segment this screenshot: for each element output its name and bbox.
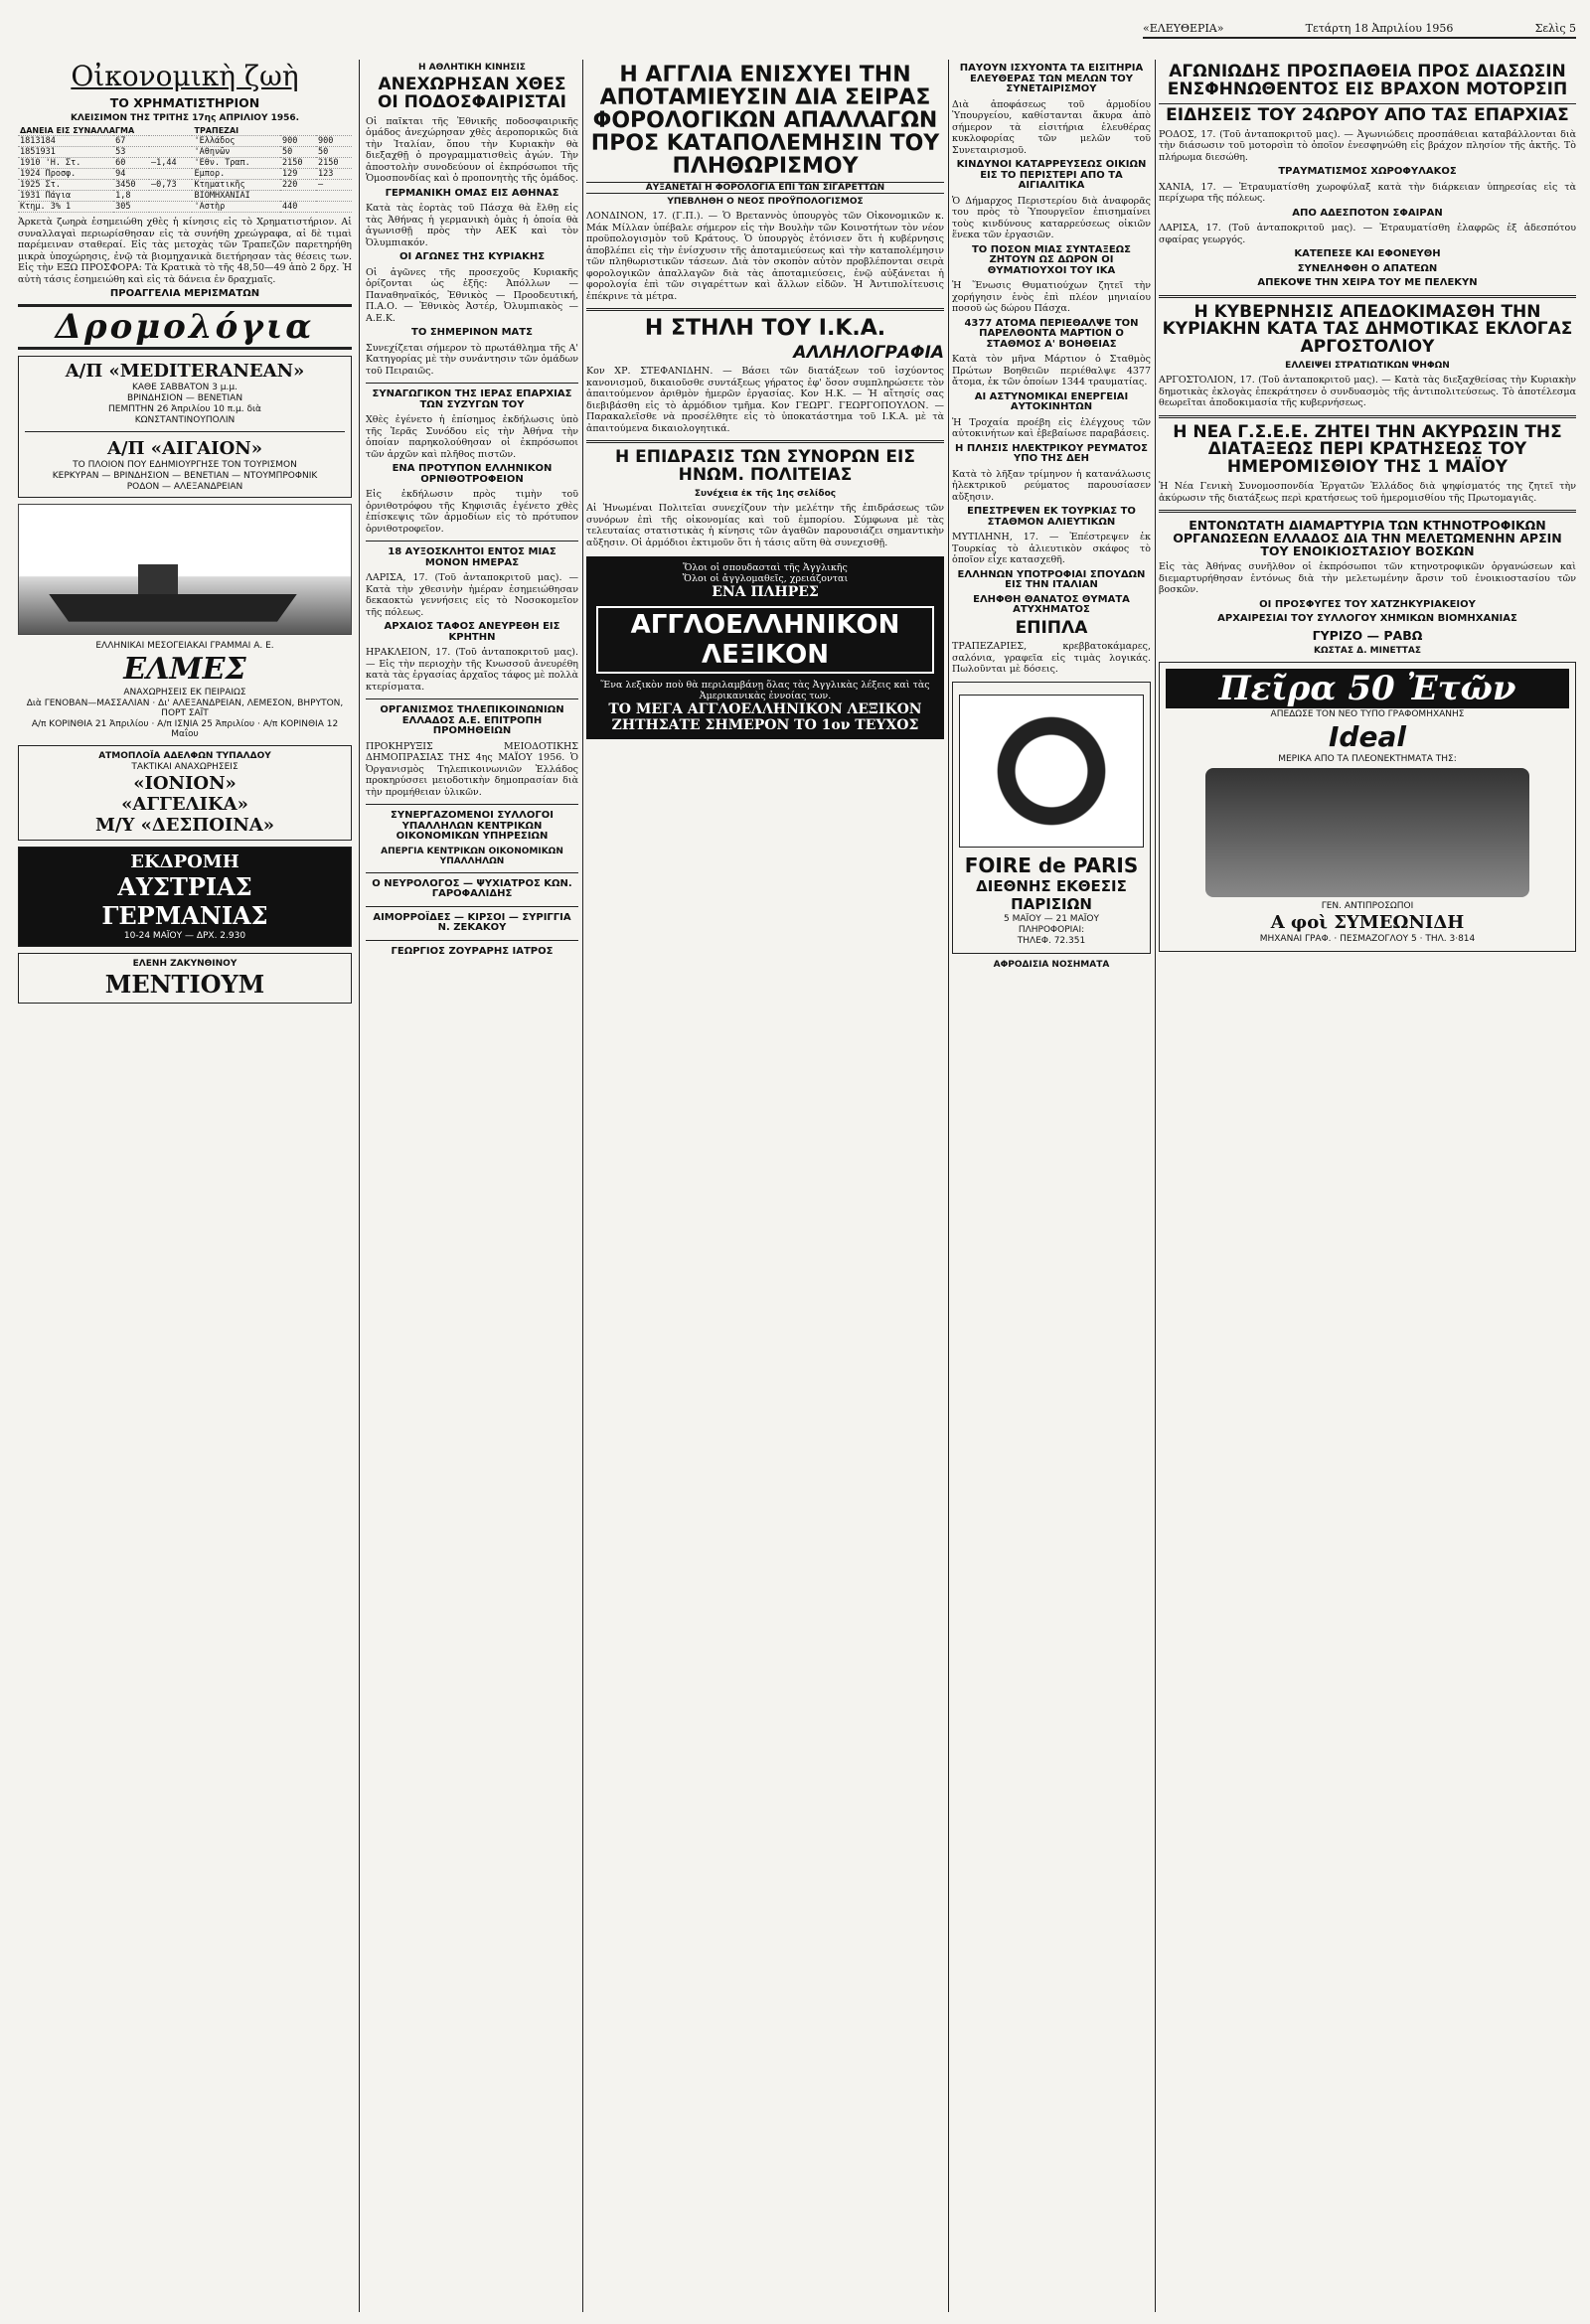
headline: Η ΣΤΗΛΗ ΤΟΥ Ι.Κ.Α. [644,316,886,342]
ad-title: «ΑΓΓΕΛΙΚΑ» [121,793,248,815]
ad-line: ΑΤΜΟΠΛΟΪΑ ΑΔΕΛΦΩΝ ΤΥΠΑΛΔΟΥ [98,750,271,761]
ad-line: Ὅλοι οἱ σπουδασταὶ τῆς Ἀγγλικῆς [683,562,848,574]
market-table-left-title: ΔΑΝΕΙΑ ΕΙΣ ΣΥΝΑΛΛΑΓΜΑ [18,126,192,136]
exchange-title: ΤΟ ΧΡΗΜΑΤΙΣΤΗΡΙΟΝ [109,95,260,110]
subheadline: ΚΩΣΤΑΣ Δ. ΜΙΝΕΤΤΑΣ [1313,646,1422,657]
table-cell: 'Ελλάδος [192,136,280,147]
headline: ΣΥΝΕΛΗΦΘΗ Ο ΑΠΑΤΕΩΝ [1297,262,1438,274]
article-body: ΤΡΑΠΕΖΑΡΙΕΣ, κρεββατοκάμαρες, σαλόνια, γραφεῖα εἰς τιμὰς λογικάς. Πωλοῦνται μὲ δόσεις. [952,641,1151,676]
ad-line: ΜΕΡΙΚΑ ΑΠΟ ΤΑ ΠΛΕΟΝΕΚΤΗΜΑΤΑ ΤΗΣ: [1278,754,1457,765]
headline: 4377 ΑΤΟΜΑ ΠΕΡΙΕΘΑΛΨΕ ΤΟΝ ΠΑΡΕΛΘΟΝΤΑ ΜΑΡΤΙΟΝ Ο ΣΤΑΘΜΟΣ Α' ΒΟΗΘΕΙΑΣ [964,317,1139,350]
subheadline: Συνέχεια ἐκ τῆς 1ης σελίδος [694,489,837,500]
ad-line: ΠΕΜΠΤΗΝ 26 Ἀπριλίου 10 π.μ. διὰ [108,403,261,414]
table-cell: 1813184 [18,136,113,147]
ad-line: Α/π ΚΟΡΙΝΘΙΑ 21 Ἀπριλίου · Α/π ΙΣΝΙΑ 25 Ἀπριλίου · Α/π ΚΟΡΙΝΘΙΑ 12 Μαΐου [31,718,339,739]
page-number: Σελὶς 5 [1534,22,1576,35]
ad-mentioum [18,953,352,1004]
ad-line: Διὰ ΓΕΝΟΒΑΝ—ΜΑΣΣΑΛΙΑΝ · Δι' ΑΛΕΞΑΝΔΡΕΙΑΝ, ΛΕΜΕΣΟΝ, ΒΗΡΥΤΟΝ, ΠΟΡΤ ΣΑΪΤ [26,697,344,718]
ad-line: ΡΟΔΟΝ — ΑΛΕΞΑΝΔΡΕΙΑΝ [126,481,243,492]
issue-date: Τετάρτη 18 Ἀπριλίου 1956 [1305,22,1454,35]
market-table-right-title: ΤΡΑΠΕΖΑΙ [192,126,352,136]
subheadline: ΕΛΛΕΙΨΕΙ ΣΤΡΑΤΙΩΤΙΚΩΝ ΨΗΦΩΝ [1285,361,1450,372]
table-cell: 'Αθηνῶν [192,147,280,158]
ad-line: ΤΑΚΤΙΚΑΙ ΑΝΑΧΩΡΗΣΕΙΣ [131,761,238,772]
ad-title: ΜΕΝΤΙΟΥΜ [104,969,265,999]
headline: ΑΠΕΚΟΨΕ ΤΗΝ ΧΕΙΡΑ ΤΟΥ ΜΕ ΠΕΛΕΚΥΝ [1257,277,1478,289]
ad-ideal-typewriter [1159,662,1576,952]
ad-line: ΕΛΕΝΗ ΖΑΚΥΝΘΙΝΟΥ [132,958,238,969]
article-body: ΛΟΝΔΙΝΟΝ, 17. (Γ.Π.). — Ὁ Βρεταννὸς ὑπουργὸς τῶν Οἰκονομικῶν κ. Μάκ Μίλλαν ὑπέβαλε σήμερον εἰς τὴν Βουλὴν τῶν Κοινοτήτων τὸν νέον προϋπολογισμὸν τοῦ Κράτους. Ὁ ὑπουργὸς ἐτόνισεν ὅτι ἡ κυβέρνησις ἀποβλέπει εἰς τὴν ἐνίσχυσιν τῆς ἀποταμιεύσεως καὶ τὴν καταπολέμησιν τῶν πληθωριστικῶν τάσεων. Διὰ τὸν σκοπὸν αὐτὸν προβλέπονται σειρὰ φορολογικῶν ἀπαλλαγῶν διὰ τὰς ἀποταμιεύσεις, ἐνῷ αὐξάνεται ἡ φορολογία ἐπὶ τῶν σιγαρέττων καὶ ἄλλων εἰδῶν. Ἡ Ἀντιπολίτευσις ἐπέκρινε τὰ μέτρα. [586,211,944,302]
table-cell: 53 [113,147,149,158]
headline: ΑΓΩΝΙΩΔΗΣ ΠΡΟΣΠΑΘΕΙΑ ΠΡΟΣ ΔΙΑΣΩΣΙΝ ΕΝΣΦΗΝΩΘΕΝΤΟΣ ΕΙΣ ΒΡΑΧΟΝ ΜΟΤΟΡΣΙΠ [1167,62,1568,99]
subheadline: ΥΠΕΒΛΗΘΗ Ο ΝΕΟΣ ΠΡΟΫΠΟΛΟΓΙΣΜΟΣ [667,197,864,208]
table-cell [149,147,192,158]
ad-line: ΕΛΛΗΝΙΚΑΙ ΜΕΣΟΓΕΙΑΚΑΙ ΓΡΑΜΜΑΙ Α. Ε. [95,640,274,651]
table-cell [149,202,192,213]
ad-line: ΒΡΙΝΔΗΣΙΟΝ — ΒΕΝΕΤΙΑΝ [126,392,243,403]
subheadline: ΑΥΞΑΝΕΤΑΙ Η ΦΟΡΟΛΟΓΙΑ ΕΠΙ ΤΩΝ ΣΙΓΑΡΕΤΤΩΝ [586,182,944,194]
article-body: ΛΑΡΙΣΑ, 17. (Τοῦ ἀνταποκριτοῦ μας). — Κατὰ τὴν χθεσινὴν ἡμέραν ἐσημειώθησαν δεκαοκτὼ γεννήσεις εἰς τὸ Νοσοκομεῖον τῆς πόλεως. [366,572,578,618]
table-cell: — [316,180,352,191]
ad-line: ΠΛΗΡΟΦΟΡΙΑΙ: [1018,924,1085,935]
ad-line: ΚΑΘΕ ΣΑΒΒΑΤΟΝ 3 μ.μ. [132,382,238,392]
table-cell: 1925 Στ. [18,180,113,191]
headline: ΕΝΤΟΝΩΤΑΤΗ ΔΙΑΜΑΡΤΥΡΙΑ ΤΩΝ ΚΤΗΝΟΤΡΟΦΙΚΩΝ ΟΡΓΑΝΩΣΕΩΝ ΕΛΛΑΔΟΣ ΔΙΑ ΤΗΝ ΜΕΛΕΤΩΜΕΝΗΝ ΑΡΣΙΝ ΤΟΥ ΕΝΟΙΚΙΟΣΤΑΣΙΟΥ ΒΟΣΚΩΝ [1173,518,1562,559]
column-rule [359,60,360,2312]
headline: ΕΠΕΣΤΡΕΨΕΝ ΕΚ ΤΟΥΡΚΙΑΣ ΤΟ ΣΤΑΘΜΟΝ ΑΛΙΕΥΤΙΚΩΝ [967,506,1136,528]
column-local-news [952,60,1151,2312]
headline: ΟΙ ΠΡΟΣΦΥΓΕΣ ΤΟΥ ΧΑΤΖΗΚΥΡΙΑΚΕΙΟΥ [1259,598,1476,610]
article-body: ΑΡΓΟΣΤΟΛΙΟΝ, 17. (Τοῦ ἀνταποκριτοῦ μας). — Κατὰ τὰς διεξαχθείσας τὴν Κυριακὴν δημοτικὰς ἐκλογὰς ἐπεκράτησεν ὁ συνδυασμὸς τῆς ἀντιπολιτεύσεως. Τὸ ἀποτέλεσμα θεωρεῖται ἀποδοκιμασία τῆς κυβερνήσεως. [1159,375,1576,409]
article-body: Κατὰ τὸ λῆξαν τρίμηνον ἡ κατανάλωσις ἠλεκτρικοῦ ρεύματος παρουσίασεν αὔξησιν. [952,468,1151,503]
article-body: Κατὰ τὰς ἑορτὰς τοῦ Πάσχα θὰ ἔλθῃ εἰς τὰς Ἀθήνας ἡ γερμανικὴ ὁμὰς ἡ ὁποία θὰ ἀγωνισθῇ πρὸς τὴν ΑΕΚ καὶ τὸν Ὀλυμπιακόν. [366,203,578,248]
ad-line: ΑΠΕΔΩΣΕ ΤΟΝ ΝΕΟ ΤΥΠΟ ΓΡΑΦΟΜΗΧΑΝΗΣ [1270,709,1465,720]
headline: Η ΠΛΗΣΙΣ ΗΛΕΚΤΡΙΚΟΥ ΡΕΥΜΑΤΟΣ ΥΠΟ ΤΗΣ ΔΕΗ [955,442,1148,464]
typewriter-illustration [1205,768,1529,897]
table-row [18,158,352,169]
table-cell [149,169,192,180]
article-body: Κατὰ τὸν μῆνα Μάρτιον ὁ Σταθμὸς Πρώτων Βοηθειῶν περιέθαλψε 4377 ἄτομα, ἐκ τῶν ὁποίων 1344 τραυματίας. [952,354,1151,387]
headline: ΑΝΕΧΩΡΗΣΑΝ ΧΘΕΣ ΟΙ ΠΟΔΟΣΦΑΙΡΙΣΤΑΙ [377,75,566,112]
table-row [18,191,352,202]
article-body: ΠΡΟΚΗΡΥΞΙΣ ΜΕΙΟΔΟΤΙΚΗΣ ΔΗΜΟΠΡΑΣΙΑΣ ΤΗΣ 4ης ΜΑΪΟΥ 1956. Ὁ Ὀργανισμὸς Τηλεπικοινωνιῶν Ἑλλάδος προκηρύσσει μειοδοτικὴν δημοπρασίαν διὰ τὴν προμήθειαν ὑλικῶν. [366,740,578,798]
article-body: Εἰς τὰς Ἀθήνας συνῆλθον οἱ ἐκπρόσωποι τῶν κτηνοτροφικῶν ὀργανώσεων καὶ διεμαρτυρήθησαν ἐντόνως διὰ τὴν μελετωμένην ἄρσιν τοῦ ἐνοικιοστασίου τῶν βοσκῶν. [1159,561,1576,596]
paper-name: «ΕΛΕΥΘΕΡΙΑ» [1143,22,1224,35]
headline: ΓΥΡΙΖΟ — ΡΑΒΩ [1312,627,1423,643]
column-provinces [1159,60,1576,2312]
headline: ΓΕΩΡΓΙΟΣ ΖΟΥΡΑΡΗΣ ΙΑΤΡΟΣ [391,945,554,957]
table-cell: 3450 [113,180,149,191]
article-body: ΗΡΑΚΛΕΙΟΝ, 17. (Τοῦ ἀνταποκριτοῦ μας). — Εἰς τὴν περιοχὴν τῆς Κνωσσοῦ ἀνευρέθη κατὰ τὰς ἐργασίας ἀρχαῖος τάφος μὲ πολλὰ κτερίσματα. [366,647,578,693]
headline: ΑΛΛΗΛΟΓΡΑΦΙΑ [793,342,944,363]
article-body: Ἡ Νέα Γενικὴ Συνομοσπονδία Ἐργατῶν Ἑλλάδος διὰ ψηφίσματός της ζητεῖ τὴν ἀκύρωσιν τῆς διατάξεως περὶ κρατήσεως τοῦ ἡμερομισθίου τῆς Πρωτομαγιᾶς. [1159,481,1576,504]
article-body: ΧΑΝΙΑ, 17. — Ἐτραυματίσθη χωροφύλαξ κατὰ τὴν διάρκειαν ὑπηρεσίας εἰς τὰ περίχωρα τῆς πόλεως. [1159,181,1576,205]
table-row [18,136,352,147]
ad-foire-de-paris [952,682,1151,954]
market-commentary: Ἀρκετὰ ζωηρὰ ἐσημειώθη χθὲς ἡ κίνησις εἰς τὸ Χρηματιστήριον. Αἱ συναλλαγαὶ περιωρίσθησαν εἰς τὰ συνήθη χρεώγραφα, αἱ δὲ τιμαὶ παρέμειναν σταθεραί. Εἰς τὰς μετοχὰς τῶν Τραπεζῶν παρετηρήθη μικρὰ ὑποχώρησις, ἐνῷ τὰ βιομηχανικὰ διετήρησαν τὰς θέσεις των. Εἰς τὴν ΕΞΩ ΠΡΟΣΦΟΡΑ: Τὰ Κρατικὰ τὸ τῆς 48,50—49 ἀπὸ 2 δρχ. Ἡ αὐτὴ τάσις ἐσημειώθη καὶ εἰς τὰ δάνεια ἐν δραχμαῖς. [18,217,352,285]
headline: ΠΑΥΟΥΝ ΙΣΧΥΟΝΤΑ ΤΑ ΕΙΣΙΤΗΡΙΑ ΕΛΕΥΘΕΡΑΣ ΤΩΝ ΜΕΛΩΝ ΤΟΥ ΣΥΝΕΤΑΙΡΙΣΜΟΥ [959,63,1144,94]
article-body: Ἡ Τροχαία προέβη εἰς ἐλέγχους τῶν αὐτοκινήτων καὶ ἐβεβαίωσε παραβάσεις. [952,416,1151,439]
ad-excursion [18,847,352,947]
section-label: Η ΑΘΛΗΤΙΚΗ ΚΙΝΗΣΙΣ [418,63,526,73]
ad-title: ΑΥΣΤΡΙΑΣ [117,871,252,901]
table-cell: 440 [280,202,316,213]
market-table [18,126,352,213]
ad-line: ΜΗΧΑΝΑΙ ΓΡΑΦ. · ΠΕΣΜΑΖΟΓΛΟΥ 5 · ΤΗΛ. 3·814 [1259,934,1476,945]
article-body: Οἱ παῖκται τῆς Ἐθνικῆς ποδοσφαιρικῆς ὁμάδος ἀνεχώρησαν χθὲς ἀεροπορικῶς διὰ τὴν Ἰταλίαν, ὅπου τὴν Κυριακὴν θὰ διεξαχθῇ ὁ προγραμματισθεὶς ἀγών. Τὴν ἀποστολὴν συνοδεύουν οἱ ἐκπρόσωποι τῆς Ὁμοσπονδίας καὶ ὁ προπονητὴς τῆς ὁμάδος. [366,115,578,185]
ad-title: Α/Π «MEDITERANEAN» [65,360,305,382]
table-cell [149,136,192,147]
article-body: Ὁ Δήμαρχος Περιστερίου διὰ ἀναφορᾶς του πρὸς τὸ Ὑπουργεῖον ἐπισημαίνει τοὺς κινδύνους καταρρεύσεως οἰκιῶν ἕνεκα τῶν ἐργασιῶν. [952,195,1151,240]
ad-title: Πεῖρα 50 Ἐτῶν [1166,669,1569,708]
article-body: Κον ΧΡ. ΣΤΕΦΑΝΙΔΗΝ. — Βάσει τῶν διατάξεων τοῦ ἰσχύοντος κανονισμοῦ, δικαιοῦσθε συντάξεως γήρατος ἐφ' ὅσον συμπληρώσετε τὸν ἀπαιτούμενον ἀριθμὸν ἡμερῶν ἐργασίας. Κον Η.Κ. — Ἡ αἴτησίς σας διεβιβάσθη εἰς τὸ ἁρμόδιον τμῆμα. Κον ΓΕΩΡΓ. ΓΕΩΡΓΟΠΟΥΛΟΝ. — Παρακαλεῖσθε νὰ προσέλθητε εἰς τὸ ὑποκατάστημα τοῦ Ι.Κ.Α. μὲ τὰ ἀπαιτούμενα δικαιολογητικά. [586,366,944,434]
ad-line: ΚΕΡΚΥΡΑΝ — ΒΡΙΝΔΗΣΙΟΝ — ΒΕΝΕΤΙΑΝ — ΝΤΟΥΜΠΡΟΦΝΙΚ [52,470,318,481]
table-cell: 123 [316,169,352,180]
headline: ΕΠΙΠΛΑ [1015,617,1088,638]
ad-title: «ΙΟΝΙΟΝ» [133,772,237,794]
article-body: ΛΑΡΙΣΑ, 17. (Τοῦ ἀνταποκριτοῦ μας). — Ἐτραυματίσθη ἐλαφρῶς ἐξ ἀδεσπότου σφαίρας γεωργός. [1159,223,1576,245]
article-body: ΜΥΤΙΛΗΝΗ, 17. — Ἐπέστρεψεν ἐκ Τουρκίας τὸ ἀλιευτικὸν σκάφος τὸ ὁποῖον εἶχε κατασχεθῆ. [952,532,1151,565]
article-body: Συνεχίζεται σήμερον τὸ πρωτάθλημα τῆς Α' Κατηγορίας μὲ τὴν συνάντησιν τῶν ὁμάδων τοῦ Πειραιῶς. [366,342,578,377]
headline: ΓΕΡΜΑΝΙΚΗ ΟΜΑΣ ΕΙΣ ΑΘΗΝΑΣ [385,187,559,199]
headline: 18 ΑΥΞΟΣΚΛΗΤΟΙ ΕΝΤΟΣ ΜΙΑΣ ΜΟΝΟΝ ΗΜΕΡΑΣ [388,546,556,568]
ad-line: ΤΟ ΜΕΓΑ ΑΓΓΛΟΕΛΛΗΝΙΚΟΝ ΛΕΞΙΚΟΝ [608,701,922,718]
headline: ΕΝΑ ΠΡΟΤΥΠΟΝ ΕΛΛΗΝΙΚΟΝ ΟΡΝΙΘΟΤΡΟΦΕΙΟΝ [392,463,553,485]
headline: ΣΥΝΕΡΓΑΖΟΜΕΝΟΙ ΣΥΛΛΟΓΟΙ ΥΠΑΛΛΗΛΩΝ ΚΕΝΤΡΙΚΩΝ ΟΙΚΟΝΟΜΙΚΩΝ ΥΠΗΡΕΣΙΩΝ [391,810,554,843]
ad-title: ΓΕΡΜΑΝΙΑΣ [101,900,268,930]
ad-line: ΕΝΑ ΠΛΗΡΕΣ [712,584,819,601]
article-body: ΡΟΔΟΣ, 17. (Τοῦ ἀνταποκριτοῦ μας). — Ἀγωνιώδεις προσπάθειαι καταβάλλονται διὰ τὴν διάσωσιν τοῦ μοτορσὶπ τὸ ὁποῖον ἐνεσφηνώθη εἰς βράχον πλησίον τῆς ἀκτῆς. Τὸ πλήρωμα διεσώθη. [1159,128,1576,163]
headline: ΚΙΝΔΥΝΟΙ ΚΑΤΑΡΡΕΥΣΕΩΣ ΟΙΚΙΩΝ ΕΙΣ ΤΟ ΠΕΡΙΣΤΕΡΙ ΑΠΟ ΤΑ ΑΙΓΙΑΛΙΤΙΚΑ [956,159,1147,191]
page-masthead [1143,22,1576,39]
table-cell: ΒΙΟΜΗΧΑΝΙΑΙ [192,191,280,202]
headline: ΤΟ ΣΗΜΕΡΙΝΟΝ ΜΑΤΣ [411,327,533,339]
table-cell: 900 [280,136,316,147]
table-cell: 50 [316,147,352,158]
ad-title: Α φοὶ ΣΥΜΕΩΝΙΔΗ [1270,912,1465,934]
ad-line: ΚΩΝΣΤΑΝΤΙΝΟΥΠΟΛΙΝ [134,414,236,425]
headline: ΣΥΝΑΓΩΓΙΚΟΝ ΤΗΣ ΙΕΡΑΣ ΕΠΑΡΧΙΑΣ ΤΩΝ ΣΥΖΥΓΩΝ ΤΟΥ [372,388,572,410]
table-cell: 2150 [316,158,352,169]
ideal-brand: Ideal [1329,720,1406,754]
table-cell: 220 [280,180,316,191]
ad-title: ΔΙΕΘΝΗΣ ΕΚΘΕΣΙΣ ΠΑΡΙΣΙΩΝ [976,876,1127,913]
table-cell: 50 [280,147,316,158]
ad-title: Μ/Υ «ΔΕΣΠΟΙΝΑ» [94,814,275,836]
ad-line: Ἕνα λεξικὸν ποὺ θὰ περιλαμβάνῃ ὅλας τὰς Ἀγγλικὰς λέξεις καὶ τὰς Ἀμερικανικὰς ἐννοίας των. [600,680,930,702]
table-cell: 129 [280,169,316,180]
table-cell: 94 [113,169,149,180]
ad-line: 10-24 ΜΑΪΟΥ — ΔΡΧ. 2.930 [123,930,246,941]
column-sports-news [366,60,578,2312]
table-cell: Εμπορ. [192,169,280,180]
table-row [18,180,352,191]
table-cell: 305 [113,202,149,213]
headline: ΚΑΤΕΠΕΣΕ ΚΑΙ ΕΦΟΝΕΥΘΗ [1294,248,1441,260]
table-row [18,147,352,158]
table-row [18,202,352,213]
article-body: Χθὲς ἐγένετο ἡ ἐπίσημος ἐκδήλωσις ὑπὸ τῆς Ἱερᾶς Συνόδου εἰς τὴν Ἀθήνα τὴν ὁποίαν παρηκολούθησαν οἱ ἐκπρόσωποι τῶν ἀρχῶν καὶ πλῆθος πιστῶν. [366,414,578,460]
headline: ΕΛΛΗΝΩΝ ΥΠΟΤΡΟΦΙΑΙ ΣΠΟΥΔΩΝ ΕΙΣ ΤΗΝ ΙΤΑΛΙΑΝ [957,568,1146,590]
ad-line: ΤΟ ΠΛΟΙΟΝ ΠΟΥ ΕΔΗΜΙΟΥΡΓΗΣΕ ΤΟΝ ΤΟΥΡΙΣΜΟΝ [73,459,297,470]
ad-typaldos [18,745,352,841]
table-cell: 1851931 [18,147,113,158]
dividend-title: ΠΡΟΑΓΓΕΛΙΑ ΜΕΡΙΣΜΑΤΩΝ [109,288,260,300]
subheadline: ΑΠΕΡΓΙΑ ΚΕΝΤΡΙΚΩΝ ΟΙΚΟΝΟΜΙΚΩΝ ΥΠΑΛΛΗΛΩΝ [381,846,563,866]
table-cell: 1910 'Η. Στ. [18,158,113,169]
table-cell [316,191,352,202]
table-row [18,169,352,180]
ad-line: Ὅλοι οἱ ἀγγλομαθεῖς, χρειάζονται [682,573,849,585]
table-cell: 1931 Πάγια [18,191,113,202]
column-economy [18,60,352,2312]
ad-line: ΑΝΑΧΩΡΗΣΕΙΣ ΕΚ ΠΕΙΡΑΙΩΣ [123,687,246,697]
column-rule [582,60,583,2312]
section-title: Οἰκονομικὴ ζωὴ [71,60,299,92]
table-cell: 67 [113,136,149,147]
ad-title: ΑΓΓΛΟΕΛΛΗΝΙΚΟΝ ΛΕΞΙΚΟΝ [596,606,934,674]
headline: ΑΙ ΑΣΤΥΝΟΜΙΚΑΙ ΕΝΕΡΓΕΙΑΙ ΑΥΤΟΚΙΝΗΤΩΝ [974,390,1129,412]
headline: ΟΙ ΑΓΩΝΕΣ ΤΗΣ ΚΥΡΙΑΚΗΣ [398,251,546,263]
headline: Η ΕΠΙΔΡΑΣΙΣ ΤΩΝ ΣΥΝΟΡΩΝ ΕΙΣ ΗΝΩΜ. ΠΟΛΙΤΕΙΑΣ [615,447,915,486]
article-body: Εἰς ἐκδήλωσιν πρὸς τιμὴν τοῦ ὀρνιθοτρόφου τῆς Κηφισιᾶς ἐγένετο χθὲς ἐπίσκεψις τῶν ἁρμοδίων εἰς τὸ πρότυπον ὀρνιθοτροφεῖον. [366,489,578,535]
ad-line: 5 ΜΑΪΟΥ — 21 ΜΑΪΟΥ [1004,913,1099,924]
article-body: Διὰ ἀποφάσεως τοῦ ἁρμοδίου Ὑπουργείου, καθίστανται ἄκυρα ἀπὸ σήμερον τὰ εἰσιτήρια ἐλευθέρας κυκλοφορίας τῶν μελῶν τοῦ Συνεταιρισμοῦ. [952,98,1151,156]
headline: ΕΙΔΗΣΕΙΣ ΤΟΥ 24ΩΡΟΥ ΑΠΟ ΤΑΣ ΕΠΑΡΧΙΑΣ [1159,103,1576,125]
ad-dictionary [586,556,944,739]
table-cell: Κτημ. 3% 1 [18,202,113,213]
ad-mediteranean [18,356,352,498]
ship-logo-illustration [959,695,1144,848]
table-cell: 1,8 [113,191,149,202]
table-cell [280,191,316,202]
table-cell: 1924 Προσφ. [18,169,113,180]
column-rule [1155,60,1156,2312]
table-cell: —0,73 [149,180,192,191]
headline: Η ΑΓΓΛΙΑ ΕΝΙΣΧΥΕΙ ΤΗΝ ΑΠΟΤΑΜΙΕΥΣΙΝ ΔΙΑ ΣΕΙΡΑΣ ΦΟΡΟΛΟΓΙΚΩΝ ΑΠΑΛΛΑΓΩΝ ΠΡΟΣ ΚΑΤΑΠΟΛΕΜΗΣΙΝ ΤΟΥ ΠΛΗΘΩΡΙΣΜΟΥ [590,63,940,180]
headline: Η ΚΥΒΕΡΝΗΣΙΣ ΑΠΕΔΟΚΙΜΑΣΘΗ ΤΗΝ ΚΥΡΙΑΚΗΝ ΚΑΤΑ ΤΑΣ ΔΗΜΟΤΙΚΑΣ ΕΚΛΟΓΑΣ ΑΡΓΟΣΤΟΛΙΟΥ [1162,301,1573,358]
elmes-brand: ΕΛΜΕΣ [123,651,246,687]
article-body: Αἱ Ἡνωμέναι Πολιτεῖαι συνεχίζουν τὴν μελέτην τῆς ἐπιδράσεως τῶν συνόρων ἐπὶ τῆς οἰκονομίας καὶ τοῦ ἐμπορίου. Σύμφωνα μὲ τὰς τελευταίας στατιστικὰς ἡ κίνησις τῶν ἀγαθῶν παρουσιάζει σημαντικὴν αὔξησιν. Οἱ ἁρμόδιοι ἐκτιμοῦν ὅτι ἡ τάσις αὕτη θὰ συνεχισθῇ. [586,503,944,548]
headline: ΑΡΧΑΙΡΕΣΙΑΙ ΤΟΥ ΣΥΛΛΟΓΟΥ ΧΗΜΙΚΩΝ ΒΙΟΜΗΧΑΝΙΑΣ [1217,613,1517,625]
table-cell: 'Εθν. Τραπ. [192,158,280,169]
headline: Η ΝΕΑ Γ.Σ.Ε.Ε. ΖΗΤΕΙ ΤΗΝ ΑΚΥΡΩΣΙΝ ΤΗΣ ΔΙΑΤΑΞΕΩΣ ΠΕΡΙ ΚΡΑΤΗΣΕΩΣ ΤΟΥ ΗΜΕΡΟΜΙΣΘΙΟΥ ΤΗΣ 1 ΜΑΪΟΥ [1173,421,1562,478]
table-cell: —1,44 [149,158,192,169]
exchange-subtitle: ΚΛΕΙΣΙΜΟΝ ΤΗΣ ΤΡΙΤΗΣ 17ης ΑΠΡΙΛΙΟΥ 1956. [70,113,300,124]
ad-line: ΤΗΛΕΦ. 72.351 [1017,935,1086,946]
headline: ΑΙΜΟΡΡΟΪΔΕΣ — ΚΙΡΣΟΙ — ΣΥΡΙΓΓΙΑ Ν. ΖΕΚΑΚΟΥ [373,911,571,934]
ad-title: FOIRE de PARIS [964,852,1139,877]
article-body: Ἡ Ἕνωσις Θυματιούχων ζητεῖ τὴν χορήγησιν ἑνὸς ἐπὶ πλέον μηνιαίου ποσοῦ ὡς δώρου Πάσχα. [952,280,1151,314]
table-cell [316,202,352,213]
table-cell: 900 [316,136,352,147]
ship-illustration [18,504,352,635]
headline: ΑΡΧΑΙΟΣ ΤΑΦΟΣ ΑΝΕΥΡΕΘΗ ΕΙΣ ΚΡΗΤΗΝ [384,621,560,643]
headline: ΤΟ ΠΟΣΟΝ ΜΙΑΣ ΣΥΝΤΑΞΕΩΣ ΖΗΤΟΥΝ ΩΣ ΔΩΡΟΝ ΟΙ ΘΥΜΑΤΙΟΥΧΟΙ ΤΟΥ ΙΚΑ [971,243,1132,276]
table-cell: Κτηματικῆς [192,180,280,191]
column-rule [948,60,949,2312]
ad-title: ΕΚΔΡΟΜΗ [130,851,239,872]
headline: ΕΛΗΦΘΗ ΘΑΝΑΤΟΣ ΘΥΜΑΤΑ ΑΤΥΧΗΜΑΤΟΣ [973,593,1130,615]
table-cell: 2150 [280,158,316,169]
table-cell: 'Αστὴρ [192,202,280,213]
ad-title: Α/Π «ΑΙΓΑΙΟΝ» [107,437,262,459]
article-body: Οἱ ἀγῶνες τῆς προσεχοῦς Κυριακῆς ὁρίζονται ὡς ἑξῆς: Ἀπόλλων — Παναθηναϊκός, Ἐθνικὸς — Προοδευτική, Π.Α.Ο. — Ἐθνικὸς Ἀστέρ, Ὀλυμπιακὸς — Α.Ε.Κ. [366,266,578,324]
headline: Ο ΝΕΥΡΟΛΟΓΟΣ — ΨΥΧΙΑΤΡΟΣ ΚΩΝ. ΓΑΡΟΦΑΛΙΔΗΣ [372,877,572,900]
column-main-story [586,60,944,2312]
headline: ΟΡΓΑΝΙΣΜΟΣ ΤΗΛΕΠΙΚΟΙΝΩΝΙΩΝ ΕΛΛΑΔΟΣ Α.Ε. ΕΠΙΤΡΟΠΗ ΠΡΟΜΗΘΕΙΩΝ [380,704,564,737]
subheadline: ΑΦΡΟΔΙΣΙΑ ΝΟΣΗΜΑΤΑ [993,959,1110,970]
table-cell [149,191,192,202]
headline: ΑΠΟ ΑΔΕΣΠΟΤΟΝ ΣΦΑΙΡΑΝ [1292,207,1443,219]
headline: ΤΡΑΥΜΑΤΙΣΜΟΣ ΧΩΡΟΦΥΛΑΚΟΣ [1278,166,1457,178]
ad-line: ΖΗΤΗΣΑΤΕ ΣΗΜΕΡΟΝ ΤΟ 1ον ΤΕΥΧΟΣ [611,717,919,734]
routes-title: Δρομολόγια [18,304,352,350]
ad-line: ΓΕΝ. ΑΝΤΙΠΡΟΣΩΠΟΙ [1321,901,1414,912]
table-cell: 60 [113,158,149,169]
